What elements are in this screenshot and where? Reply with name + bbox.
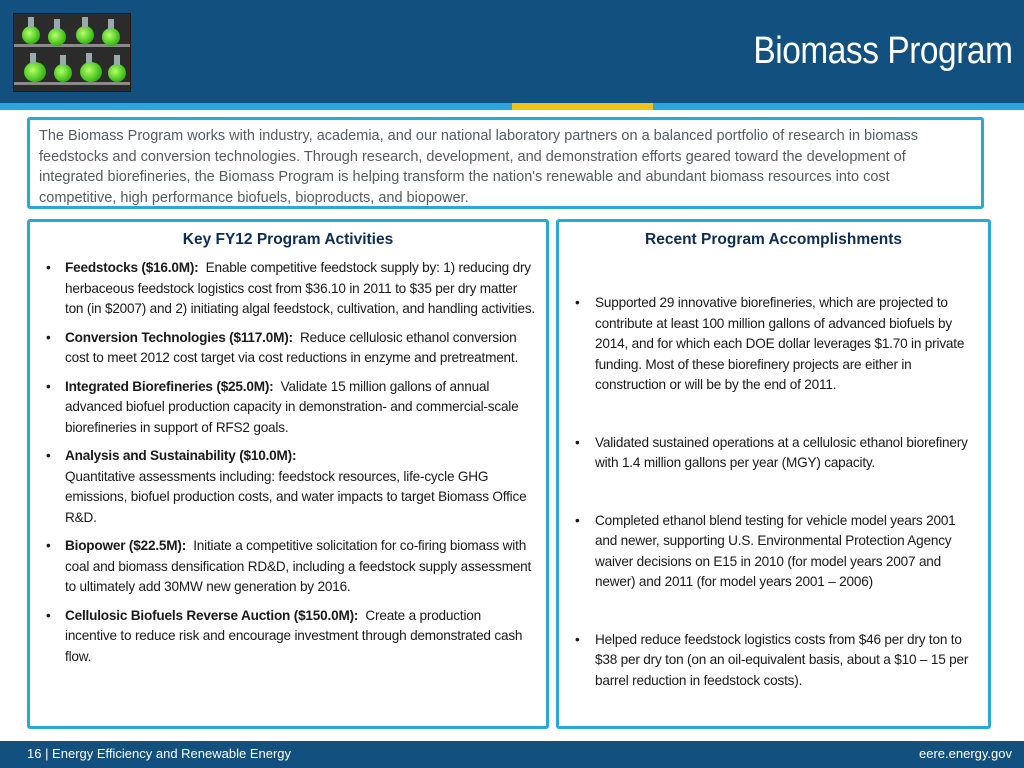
item-text: Supported 29 innovative biorefineries, which are projected to contribute at least 100 million gallons of advanced biofuels by 2014, and for which each DOE dollar leverages $1.70 in private funding. Most of these biorefinery projects are either in construction or will be by the end of 2011. xyxy=(595,295,965,392)
item-text: Completed ethanol blend testing for vehicle model years 2001 and newer, supporting U.S. Environmental Protection Agency waiver decisions on E15 in 2010 (for model years 2007 and newer) and 2011 (for model years 2001 – 2006) xyxy=(595,512,956,589)
list-item xyxy=(41,446,536,528)
list-item xyxy=(41,377,536,439)
accent-stripe-blue xyxy=(0,103,512,110)
bullet-icon: • xyxy=(46,260,51,275)
bullet-icon: • xyxy=(46,378,51,394)
list-item xyxy=(570,630,980,692)
item-lead: Analysis and Sustainability ($10.0M): xyxy=(65,448,297,463)
flask-icon xyxy=(48,28,66,46)
intro-text-box xyxy=(27,117,984,209)
shelf-line xyxy=(14,82,130,85)
flask-icon xyxy=(108,64,126,82)
key-activities-panel xyxy=(27,219,549,729)
item-text: Validated sustained operations at a cellulosic ethanol biorefinery with 1.4 million gallons per year (MGY) capacity. xyxy=(595,434,968,470)
list-item xyxy=(570,433,980,474)
accent-stripe-yellow xyxy=(512,103,653,110)
item-text: Validate 15 million gallons of annual advanced biofuel production capacity in demonstration- and commercial-scale biorefineries in support of RFS2 goals. xyxy=(65,378,519,435)
bullet-icon: • xyxy=(575,434,580,450)
activities-heading: Key FY12 Program Activities xyxy=(182,231,394,248)
intro-text: The Biomass Program works with industry, academia, and our national laboratory partners on a balanced portfolio of research in biomass feedstocks and conversion technologies. Through research, development, and demonstration efforts geared toward the development of integrated biorefineries, the Biomass Program is helping transform the nation's renewable and abundant biomass resources into cost competitive, high performance biofuels, bioproducts, and biopower. xyxy=(39,128,919,206)
flask-icon xyxy=(102,28,120,46)
footer-site-link[interactable]: eere.energy.gov xyxy=(919,746,1012,761)
item-lead: Cellulosic Biofuels Reverse Auction ($150.0M): xyxy=(65,607,359,623)
flask-icon xyxy=(80,62,102,82)
item-lead: Feedstocks ($16.0M): xyxy=(65,260,199,275)
accomplishments-panel xyxy=(556,219,991,729)
activities-list xyxy=(30,258,546,667)
accomplishments-heading: Recent Program Accomplishments xyxy=(645,231,902,248)
item-text: Enable competitive feedstock supply by: 1) reducing dry herbaceous feedstock logistics cost from $36.10 in 2011 to $35 per dry matter ton (in $2007) and 2) initiating algal feedstock, cultivation, and handling activities. xyxy=(65,260,536,316)
item-text: Create a production incentive to reduce risk and encourage investment through demonstrated cash flow. xyxy=(65,607,523,664)
item-lead: Integrated Biorefineries ($25.0M): xyxy=(65,378,274,394)
bullet-icon: • xyxy=(46,448,51,463)
footer-page-label: 16 | Energy Efficiency and Renewable Energy xyxy=(27,746,292,761)
bullet-icon: • xyxy=(575,295,580,310)
item-lead: Conversion Technologies ($117.0M): xyxy=(65,329,293,345)
item-text: Quantitative assessments including: feedstock resources, life-cycle GHG emissions, biofuel production costs, and water impacts to target Biomass Office R&D. xyxy=(65,468,527,525)
bullet-icon: • xyxy=(46,607,51,623)
bullet-icon: • xyxy=(575,512,580,528)
list-item xyxy=(41,536,536,598)
list-item xyxy=(570,293,980,396)
bullet-icon: • xyxy=(46,329,51,345)
algae-flasks-photo xyxy=(13,13,131,92)
flask-icon xyxy=(76,26,94,44)
bullet-icon: • xyxy=(46,538,51,553)
flask-icon xyxy=(54,64,72,82)
header-bar xyxy=(0,0,1024,103)
list-item xyxy=(41,328,536,369)
item-text: Reduce cellulosic ethanol conversion cost to meet 2012 cost target via cost reductions in enzyme and pretreatment. xyxy=(65,329,519,365)
accomplishments-list xyxy=(559,293,988,691)
list-item xyxy=(570,511,980,593)
accent-stripe xyxy=(0,103,1024,110)
page-title: Biomass Program xyxy=(752,30,1012,72)
accent-stripe-blue xyxy=(653,103,1024,110)
flask-icon xyxy=(24,62,46,82)
list-item xyxy=(41,258,536,320)
item-lead: Biopower ($22.5M): xyxy=(65,538,187,553)
item-text: Helped reduce feedstock logistics costs from $46 per dry ton to $38 per dry ton (on an oil-equivalent basis, about a $10 – 15 per barrel reduction in feedstock costs). xyxy=(595,631,969,688)
list-item xyxy=(41,606,536,668)
item-text: Initiate a competitive solicitation for co-firing biomass with coal and biomass densification RD&D, including a feedstock supply assessment to ultimately add 30MW new generation by 2016. xyxy=(65,538,532,594)
footer-bar xyxy=(0,741,1024,768)
flask-icon xyxy=(22,26,40,44)
bullet-icon: • xyxy=(575,631,580,647)
